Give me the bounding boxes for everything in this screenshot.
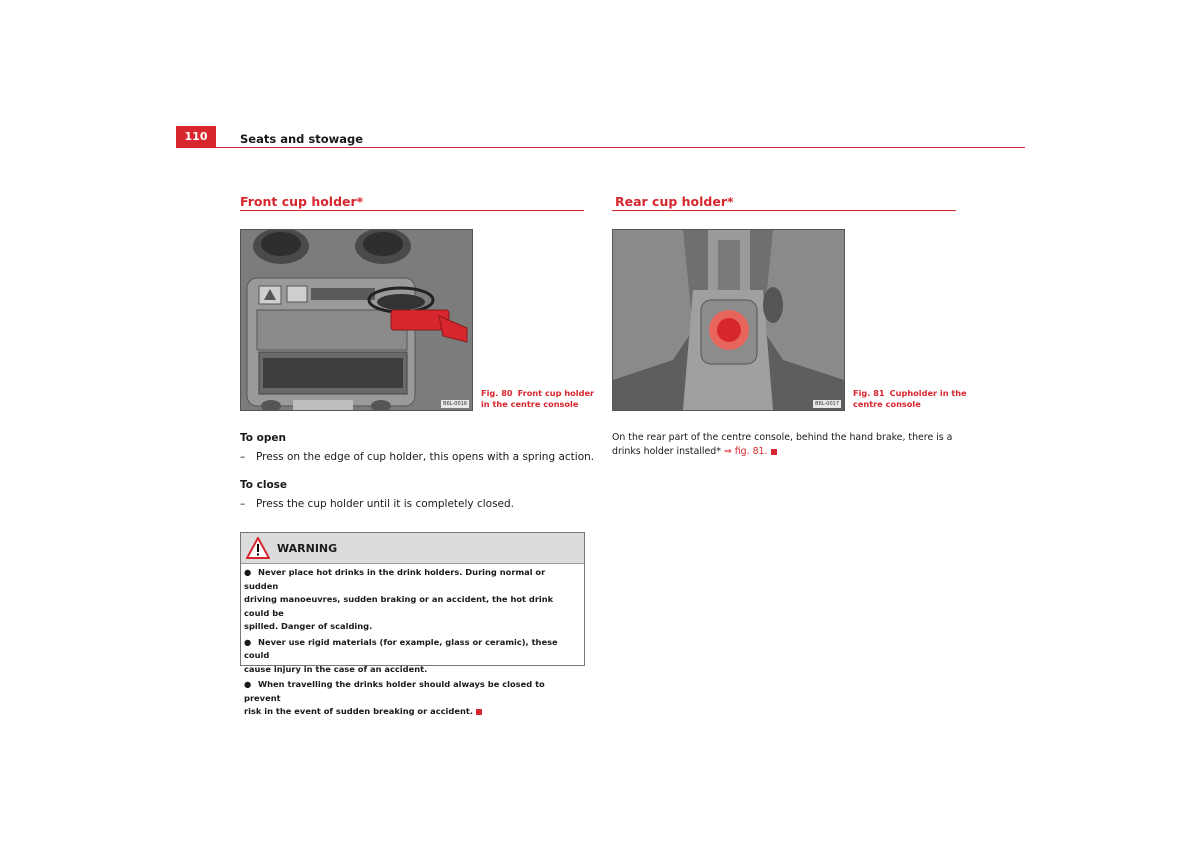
header-rule bbox=[216, 147, 1025, 148]
rear-cupholder-illustration bbox=[613, 230, 844, 410]
close-step-text: Press the cup holder until it is completely closed. bbox=[256, 498, 515, 510]
close-heading: To close bbox=[240, 479, 288, 491]
rear-caption-line1: Cupholder in the bbox=[889, 388, 967, 398]
figure-reference-link[interactable]: ⇒ fig. 81. bbox=[723, 446, 768, 457]
rear-description bbox=[612, 431, 952, 459]
warning-box bbox=[240, 532, 585, 716]
open-heading: To open bbox=[240, 432, 286, 444]
front-cupholder-figure bbox=[240, 229, 473, 411]
rear-figure-caption bbox=[853, 388, 967, 410]
close-step bbox=[240, 498, 514, 510]
step-dash: – bbox=[240, 498, 246, 510]
front-section-title: Front cup holder* bbox=[240, 194, 364, 209]
warning-triangle-icon bbox=[246, 537, 270, 559]
front-figure-caption bbox=[481, 388, 594, 410]
warning-bullet: ● bbox=[244, 567, 252, 577]
warning-bullet: ● bbox=[244, 636, 252, 647]
open-step-text: Press on the edge of cup holder, this opens with a spring action. bbox=[256, 451, 595, 463]
warning-item bbox=[241, 564, 584, 634]
rear-figure-number: Fig. 81 bbox=[853, 388, 885, 398]
warning-item-3-line1: When travelling the drinks holder should always be closed to prevent bbox=[244, 679, 545, 703]
warning-header bbox=[241, 533, 584, 564]
warning-bullet: ● bbox=[244, 679, 252, 689]
front-figure-code: B6L-0016 bbox=[443, 401, 467, 407]
open-step bbox=[240, 451, 594, 463]
end-of-section-mark bbox=[476, 709, 482, 715]
warning-item-1-line1: Never place hot drinks in the drink holders. During normal or sudden bbox=[244, 567, 546, 591]
warning-item bbox=[241, 676, 584, 719]
front-figure-number: Fig. 80 bbox=[481, 388, 513, 398]
warning-item-3-line2: risk in the event of sudden breaking or accident. bbox=[244, 706, 473, 716]
page-number: 110 bbox=[176, 126, 216, 148]
rear-figure-code: B6L-0017 bbox=[815, 401, 839, 407]
warning-item-2-line1: Never use rigid materials (for example, glass or ceramic), these could bbox=[244, 636, 558, 660]
front-caption-line1: Front cup holder bbox=[517, 388, 595, 398]
front-cupholder-illustration bbox=[241, 230, 472, 410]
rear-caption-line2: centre console bbox=[853, 399, 921, 409]
rear-section-rule bbox=[612, 210, 956, 211]
step-dash: – bbox=[240, 451, 246, 463]
end-of-section-mark bbox=[771, 449, 777, 455]
warning-item bbox=[241, 634, 584, 677]
rear-cupholder-figure bbox=[612, 229, 845, 411]
warning-item-1-line3: spilled. Danger of scalding. bbox=[244, 621, 373, 631]
rear-text-line2: drinks holder installed* bbox=[612, 446, 721, 457]
rear-text-line1: On the rear part of the centre console, behind the hand brake, there is a bbox=[612, 432, 953, 443]
front-caption-line2: in the centre console bbox=[481, 399, 579, 409]
warning-label: WARNING bbox=[277, 541, 338, 555]
rear-section-title: Rear cup holder* bbox=[615, 194, 734, 209]
front-section-rule bbox=[240, 210, 584, 211]
warning-item-2-line2: cause injury in the case of an accident. bbox=[244, 663, 428, 674]
chapter-title: Seats and stowage bbox=[240, 132, 364, 146]
warning-item-1-line2: driving manoeuvres, sudden braking or an accident, the hot drink could be bbox=[244, 594, 554, 618]
